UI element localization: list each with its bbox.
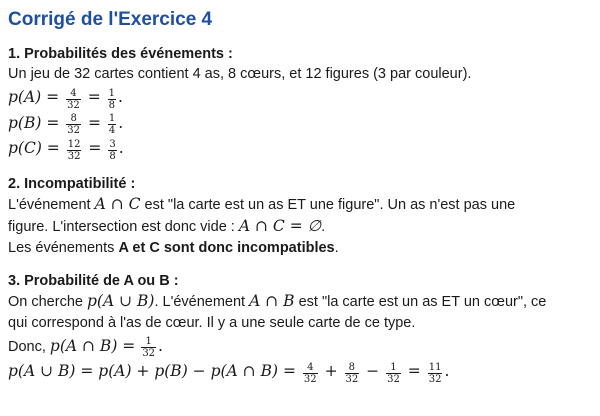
section-3: [8, 271, 592, 385]
fraction: [345, 362, 360, 385]
numerator: 11: [428, 361, 442, 373]
page-title: Corrigé de l'Exercice 4: [8, 9, 213, 30]
denominator: 32: [428, 373, 442, 385]
numerator: 8: [345, 362, 360, 374]
denominator: 8: [109, 150, 116, 162]
denominator: 32: [345, 373, 359, 385]
period: .: [118, 113, 124, 132]
numerator: 1: [108, 87, 116, 99]
fraction: [386, 362, 401, 385]
text: .: [321, 218, 326, 235]
numerator: 8: [66, 113, 81, 125]
math-expression: p(A ∪ B): [87, 291, 155, 310]
fraction: [303, 362, 318, 385]
section-1-heading: 1. Probabilités des événements :: [8, 46, 233, 62]
section-3-line-3: [8, 334, 592, 360]
fraction: [108, 88, 116, 111]
denominator: 32: [303, 373, 317, 385]
section-2-heading: 2. Incompatibilité :: [8, 175, 136, 192]
period: .: [444, 362, 450, 380]
numerator: 4: [66, 88, 81, 100]
section-1-intro: Un jeu de 32 cartes contient 4 as, 8 cœurs, et 12 figures (3 par couleur).: [8, 66, 472, 82]
fraction: [67, 139, 82, 162]
period: .: [118, 139, 124, 157]
text: est "la carte est un as ET un cœur", ce: [294, 293, 547, 310]
math-expression: A ∩ C = ∅: [238, 216, 322, 235]
denominator: 4: [108, 125, 116, 136]
denominator: 32: [67, 99, 80, 111]
fraction: [108, 139, 116, 162]
numerator: 12: [67, 138, 81, 150]
equals-sign: =: [87, 113, 101, 132]
math-expression: A ∩ C: [94, 194, 141, 213]
minus-sign: −: [366, 362, 380, 380]
equation-pC: [8, 136, 592, 162]
text: Donc,: [8, 338, 50, 355]
section-2-line-2: [8, 216, 592, 238]
section-2-line-1: [8, 194, 592, 216]
numerator: 1: [141, 336, 156, 348]
section-3-line-1: [8, 291, 592, 313]
math-expression: A ∩ B: [249, 291, 295, 310]
final-equation: [8, 359, 592, 385]
denominator: 32: [387, 373, 400, 385]
numerator: 3: [109, 138, 116, 150]
text: On cherche: [8, 293, 87, 310]
denominator: 32: [67, 125, 80, 136]
math-expression: p(A ∩ B) =: [49, 336, 136, 355]
section-3-heading: 3. Probabilité de A ou B :: [8, 272, 179, 289]
section-1: [8, 44, 592, 162]
numerator: 1: [108, 113, 116, 124]
text: . L'événement: [154, 293, 250, 310]
section-3-line-2: qui correspond à l'as de cœur. Il y a une seule carte de ce type.: [8, 314, 416, 331]
section-2: [8, 174, 592, 259]
fraction: [66, 113, 81, 136]
denominator: 8: [108, 99, 116, 111]
fraction: [66, 88, 81, 111]
numerator: 4: [303, 362, 318, 374]
equation-lhs: p(C) =: [8, 139, 60, 157]
equation-pA: [8, 85, 592, 111]
fraction: [108, 113, 116, 136]
plus-sign: +: [324, 362, 338, 380]
period: .: [158, 336, 163, 355]
fraction: [428, 362, 443, 385]
text: est "la carte est un as ET une figure". Un as n'est pas une: [140, 196, 516, 213]
equals-sign: =: [407, 362, 421, 380]
equals-sign: =: [87, 88, 101, 106]
denominator: 32: [67, 150, 81, 162]
numerator: 1: [386, 362, 401, 374]
bold-conclusion: A et C sont donc incompatibles: [118, 239, 335, 256]
denominator: 32: [142, 348, 156, 359]
equation-lhs: p(A) =: [8, 88, 60, 106]
section-2-line-3: [8, 238, 592, 259]
equation-lhs: p(B) =: [8, 113, 60, 132]
math-expression: p(A ∪ B) = p(A) + p(B) − p(A ∩ B) =: [8, 362, 296, 380]
text: L'événement: [8, 196, 95, 213]
period: .: [118, 88, 123, 106]
text: Les événements: [8, 239, 119, 256]
text: .: [334, 239, 339, 256]
fraction: [141, 336, 156, 359]
text: figure. L'intersection est donc vide :: [8, 218, 239, 235]
equation-pB: [8, 111, 592, 137]
equals-sign: =: [88, 139, 102, 157]
